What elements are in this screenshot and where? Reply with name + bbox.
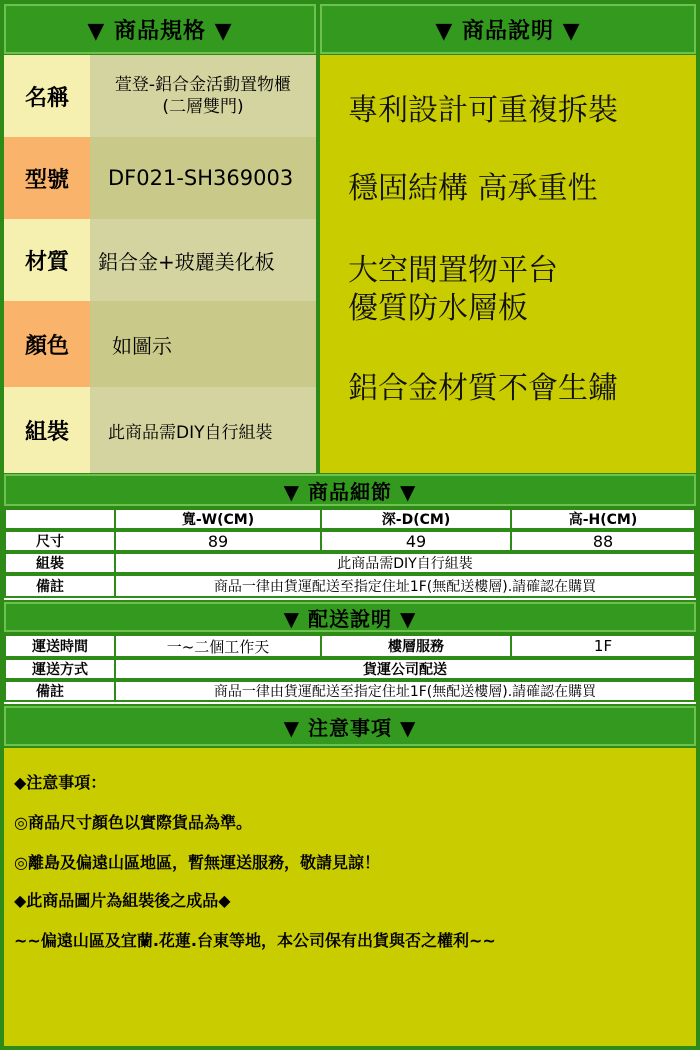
detail-table xyxy=(4,508,696,600)
delivery-remark-value: 商品一律由貨運配送至指定住址1F(無配送樓層).請確認在購買 xyxy=(114,680,696,702)
spec-label-model: 型號 xyxy=(4,137,90,219)
note-line-1: ◆注意事項： xyxy=(14,773,107,792)
desc-header xyxy=(320,4,696,54)
assembly-label: 組裝 xyxy=(4,552,116,574)
desc-line-5: 鋁合金材質不會生鏽 xyxy=(348,371,618,406)
desc-line-3: 大空間置物平台 xyxy=(348,253,558,288)
spec-value-material: 鋁合金+玻麗美化板 xyxy=(90,219,316,301)
spec-value-name-line1: 萱登-鋁合金活動置物櫃 xyxy=(114,75,292,95)
desc-line-1: 專利設計可重複拆裝 xyxy=(348,93,618,128)
remark-label: 備註 xyxy=(4,574,116,598)
desc-line-2: 穩固結構 高承重性 xyxy=(348,171,598,206)
desc-header-text: ▼ 商品說明 ▼ xyxy=(435,18,581,44)
floor-service-label: 樓層服務 xyxy=(320,634,512,658)
delivery-method-value: 貨運公司配送 xyxy=(114,658,696,680)
spec-header-text: ▼ 商品規格 ▼ xyxy=(87,18,233,44)
size-depth-value: 49 xyxy=(320,530,512,552)
spec-row-name xyxy=(4,55,316,137)
spec-label-material: 材質 xyxy=(4,219,90,301)
note-line-3: ◎離島及偏遠山區地區，暫無運送服務，敬請見諒！ xyxy=(14,853,380,872)
delivery-time-value: 一~二個工作天 xyxy=(114,634,322,658)
spec-value-model: DF021-SH369003 xyxy=(90,137,316,219)
spec-header xyxy=(4,4,316,54)
description-panel xyxy=(320,55,696,473)
spec-label-assembly: 組裝 xyxy=(4,387,90,473)
detail-header xyxy=(4,474,696,506)
spec-value-name-line2: (二層雙門) xyxy=(162,97,244,117)
size-width-value: 89 xyxy=(114,530,322,552)
size-label: 尺寸 xyxy=(4,530,116,552)
assembly-value: 此商品需DIY自行組裝 xyxy=(114,552,696,574)
remark-value: 商品一律由貨運配送至指定住址1F(無配送樓層).請確認在購買 xyxy=(114,574,696,598)
spec-value-color: 如圖示 xyxy=(90,301,316,387)
detail-header-text: ▼ 商品細節 ▼ xyxy=(283,479,417,504)
delivery-table xyxy=(4,634,696,704)
delivery-remark-label: 備註 xyxy=(4,680,116,702)
size-height-value: 88 xyxy=(510,530,696,552)
delivery-time-label: 運送時間 xyxy=(4,634,116,658)
spec-row-material xyxy=(4,219,316,301)
delivery-header xyxy=(4,602,696,632)
detail-corner-cell xyxy=(4,508,116,530)
note-line-4: ◆此商品圖片為組裝後之成品◆ xyxy=(14,891,231,910)
notice-header-text: ▼ 注意事項 ▼ xyxy=(283,715,417,740)
spec-value-assembly: 此商品需DIY自行組裝 xyxy=(90,387,316,473)
delivery-header-text: ▼ 配送說明 ▼ xyxy=(283,606,417,631)
col-header-width: 寬-W(CM) xyxy=(114,508,322,530)
note-line-2: ◎商品尺寸顏色以實際貨品為準。 xyxy=(14,813,252,832)
spec-row-color xyxy=(4,301,316,387)
spec-label-name: 名稱 xyxy=(4,55,90,137)
spec-table xyxy=(4,55,316,473)
spec-row-assembly xyxy=(4,387,316,473)
spec-label-color: 顏色 xyxy=(4,301,90,387)
notice-header xyxy=(4,706,696,746)
spec-row-model xyxy=(4,137,316,219)
col-header-depth: 深-D(CM) xyxy=(320,508,512,530)
notes-panel xyxy=(4,748,696,1046)
col-header-height: 高-H(CM) xyxy=(510,508,696,530)
floor-service-value: 1F xyxy=(510,634,696,658)
delivery-method-label: 運送方式 xyxy=(4,658,116,680)
spec-value-name xyxy=(90,55,316,137)
desc-line-4: 優質防水層板 xyxy=(348,291,528,326)
note-line-5: ~~偏遠山區及宜蘭.花蓮.台東等地，本公司保有出貨與否之權利~~ xyxy=(14,931,496,950)
